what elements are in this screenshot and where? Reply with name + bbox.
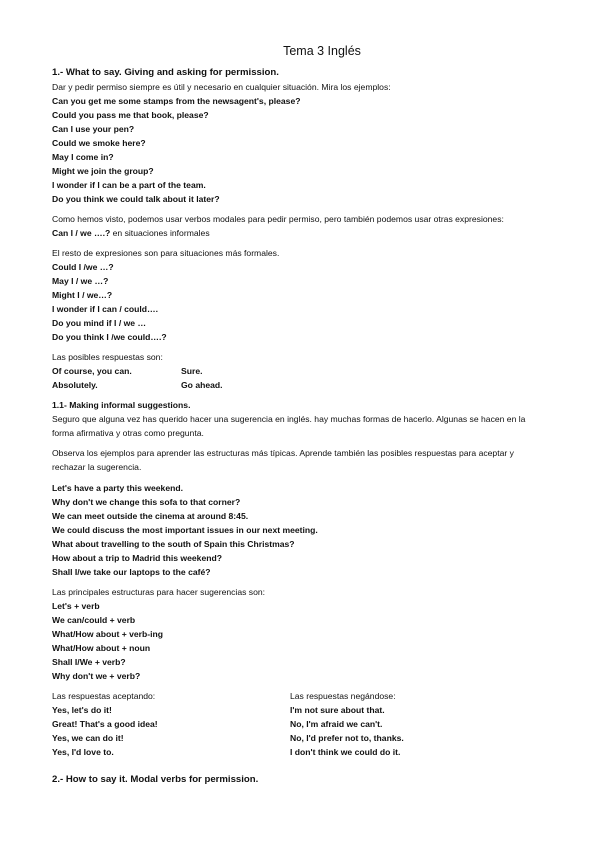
- informal-note: en situaciones informales: [110, 228, 210, 238]
- example-line: Could you pass me that book, please?: [52, 110, 209, 120]
- accept-responses: [52, 689, 290, 759]
- formal-line: Could I /we …?: [52, 262, 114, 272]
- refuse-line: I'm not sure about that.: [290, 705, 385, 715]
- suggestion-examples: [52, 481, 548, 579]
- formal-line: I wonder if I can / could….: [52, 304, 158, 314]
- structure-line: We can/could + verb: [52, 615, 136, 625]
- accept-line: Yes, let's do it!: [52, 705, 112, 715]
- accept-title: Las respuestas aceptando:: [52, 691, 156, 701]
- formal-line: May I / we …?: [52, 276, 109, 286]
- structure-line: What/How about + noun: [52, 643, 151, 653]
- refuse-responses: [290, 689, 548, 759]
- page-title: Tema 3 Inglés: [283, 44, 361, 58]
- section-1-heading: 1.- What to say. Giving and asking for permission.: [52, 67, 279, 78]
- structures-intro: Las principales estructuras para hacer sugerencias son:: [52, 587, 266, 597]
- refuse-line: No, I'm afraid we can't.: [290, 719, 383, 729]
- section-2-heading: 2.- How to say it. Modal verbs for permission.: [52, 774, 259, 785]
- suggestion-line: Let's have a party this weekend.: [52, 483, 184, 493]
- answers-intro: Las posibles respuestas son:: [52, 352, 163, 362]
- modal-verbs-text: Como hemos visto, podemos usar verbos modales para pedir permiso, pero también podemos usar otras expresiones:: [52, 214, 504, 224]
- accept-line: Yes, I'd love to.: [52, 747, 114, 757]
- formal-line: Might I / we…?: [52, 290, 113, 300]
- suggestion-line: How about a trip to Madrid this weekend?: [52, 553, 222, 563]
- section-1-intro: Dar y pedir permiso siempre es útil y necesario en cualquier situación. Mira los ejemplos:: [52, 82, 391, 92]
- structure-line: What/How about + verb-ing: [52, 629, 164, 639]
- structures-list: [52, 599, 548, 683]
- formal-intro: El resto de expresiones son para situaciones más formales.: [52, 248, 280, 258]
- suggestion-line: Shall I/we take our laptops to the café?: [52, 567, 211, 577]
- informal-expression: Can I / we ….?: [52, 228, 111, 238]
- answer: Go ahead.: [181, 380, 223, 390]
- section-1-1-heading: 1.1- Making informal suggestions.: [52, 400, 191, 410]
- suggestions-paragraph-2: Observa los ejemplos para aprender las estructuras más típicas. Aprende también las posibles respuestas para aceptar y rechazar la sugerencia.: [52, 448, 514, 472]
- responses-columns: [52, 689, 548, 759]
- suggestion-line: We could discuss the most important issues in our next meeting.: [52, 525, 318, 535]
- accept-line: Great! That's a good idea!: [52, 719, 158, 729]
- example-line: Might we join the group?: [52, 166, 154, 176]
- structure-line: Let's + verb: [52, 601, 100, 611]
- refuse-title: Las respuestas negándose:: [290, 691, 396, 701]
- informal-line: [52, 226, 548, 240]
- example-line: Can I use your pen?: [52, 124, 135, 134]
- suggestion-line: What about travelling to the south of Spain this Christmas?: [52, 539, 295, 549]
- suggestions-paragraph-1: Seguro que alguna vez has querido hacer una sugerencia en inglés. hay muchas formas de hacerlo. Algunas se hacen en la forma afirmativa y otras como pregunta.: [52, 414, 526, 438]
- answers-row: [52, 378, 548, 392]
- example-line: Can you get me some stamps from the newsagent's, please?: [52, 96, 301, 106]
- answers-row: [52, 364, 548, 378]
- structure-line: Shall I/We + verb?: [52, 657, 126, 667]
- refuse-line: I don't think we could do it.: [290, 747, 401, 757]
- formal-line: Do you think I /we could….?: [52, 332, 167, 342]
- permission-examples: [52, 94, 548, 206]
- example-line: May I come in?: [52, 152, 114, 162]
- formal-expressions: [52, 260, 548, 344]
- answer: Of course, you can.: [52, 366, 132, 376]
- suggestion-line: We can meet outside the cinema at around 8:45.: [52, 511, 249, 521]
- suggestion-line: Why don't we change this sofa to that corner?: [52, 497, 241, 507]
- example-line: Do you think we could talk about it later?: [52, 194, 220, 204]
- answer: Sure.: [181, 366, 203, 376]
- refuse-line: No, I'd prefer not to, thanks.: [290, 733, 404, 743]
- formal-line: Do you mind if I / we …: [52, 318, 147, 328]
- example-line: Could we smoke here?: [52, 138, 146, 148]
- accept-line: Yes, we can do it!: [52, 733, 124, 743]
- example-line: I wonder if I can be a part of the team.: [52, 180, 206, 190]
- answer: Absolutely.: [52, 380, 98, 390]
- structure-line: Why don't we + verb?: [52, 671, 141, 681]
